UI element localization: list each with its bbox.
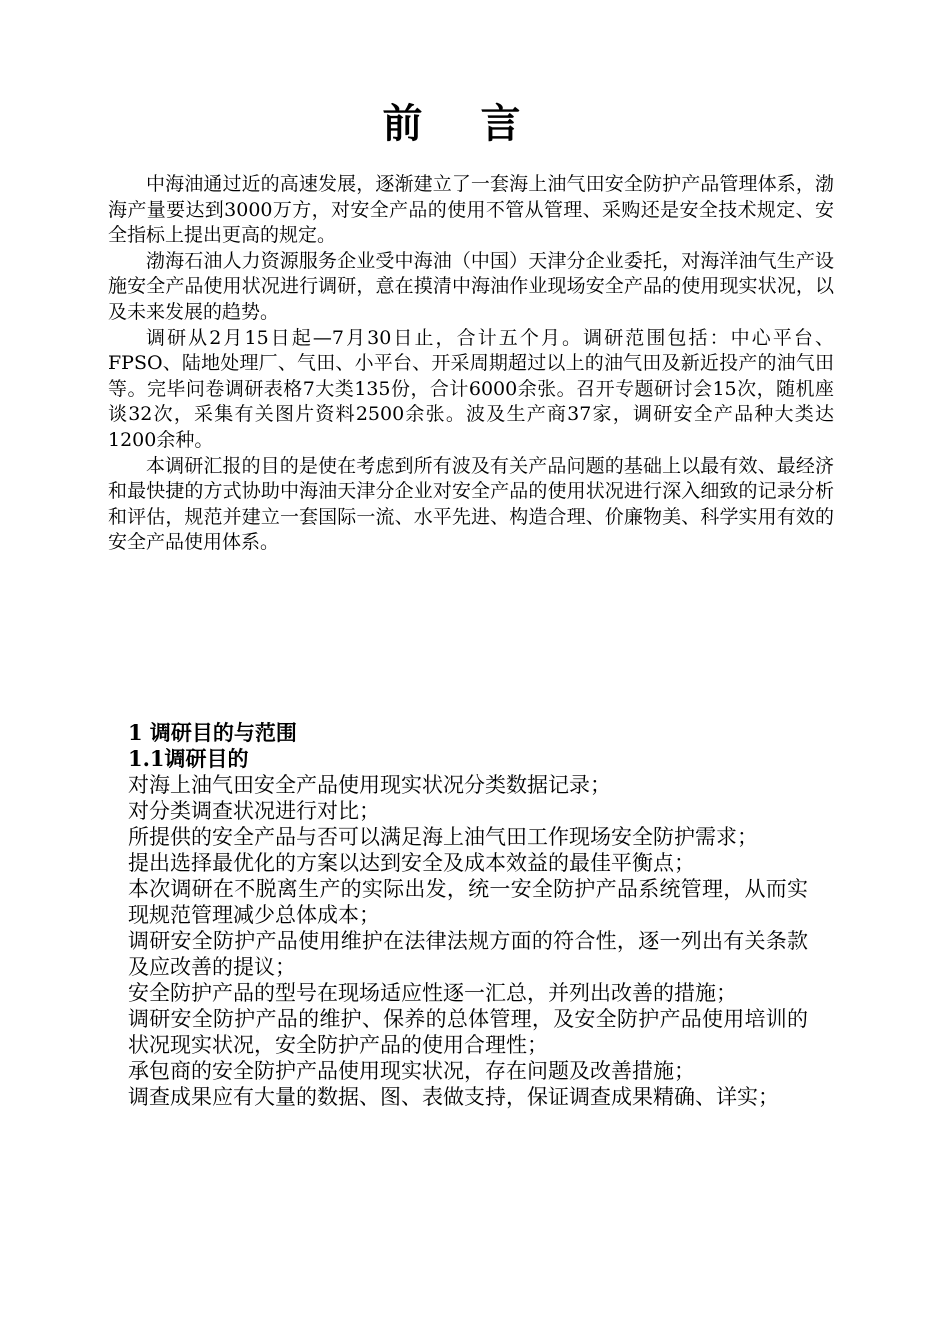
preface-body: [108, 172, 834, 556]
list-item: 承包商的安全防护产品使用现实状况，存在问题及改善措施；: [128, 1059, 695, 1083]
section-research-purpose: [128, 720, 808, 1110]
list-item: 提出选择最优化的方案以达到安全及成本效益的最佳平衡点；: [128, 851, 695, 875]
list-item: 调研安全防护产品的维护、保养的总体管理，及安全防护产品使用培训的状况现实状况，安全防护产品的使用合理性；: [128, 1007, 808, 1057]
section-heading: 1 调研目的与范围: [128, 720, 297, 745]
preface-paragraph: 渤海石油人力资源服务企业受中海油（中国）天津分企业委托，对海洋油气生产设施安全产品使用状况进行调研，意在摸清中海油作业现场安全产品的使用现实状况，以及未来发展的趋势。: [108, 249, 834, 323]
preface-paragraph: 本调研汇报的目的是使在考虑到所有波及有关产品问题的基础上以最有效、最经济和最快捷的方式协助中海油天津分企业对安全产品的使用状况进行深入细致的记录分析和评估，规范并建立一套国际一流、水平先进、构造合理、价廉物美、科学实用有效的安全产品使用体系。: [108, 454, 834, 554]
list-item: 对海上油气田安全产品使用现实状况分类数据记录；: [128, 773, 611, 797]
list-item: 调研安全防护产品使用维护在法律法规方面的符合性，逐一列出有关条款及应改善的提议；: [128, 929, 808, 979]
preface-paragraph: 调研从2月15日起—7月30日止，合计五个月。调研范围包括：中心平台、FPSO、陆地处理厂、气田、小平台、开采周期超过以上的油气田及新近投产的油气田等。完毕问卷调研表格7大类135份，合计6000余张。召开专题研讨会15次，随机座谈32次，采集有关图片资料2500余张。波及生产商37家，调研安全产品种大类达1200余种。: [108, 326, 834, 451]
purpose-list: [128, 772, 808, 1110]
subsection-heading: 1.1调研目的: [128, 746, 249, 771]
list-item: 对分类调查状况进行对比；: [128, 799, 380, 823]
page-title: 前 言: [382, 100, 543, 147]
preface-paragraph: 中海油通过近的高速发展，逐渐建立了一套海上油气田安全防护产品管理体系，渤海产量要达到3000万方，对安全产品的使用不管从管理、采购还是安全技术规定、安全指标上提出更高的规定。: [108, 173, 834, 247]
list-item: 所提供的安全产品与否可以满足海上油气田工作现场安全防护需求；: [128, 825, 758, 849]
list-item: 调查成果应有大量的数据、图、表做支持，保证调查成果精确、详实；: [128, 1085, 779, 1109]
list-item: 本次调研在不脱离生产的实际出发，统一安全防护产品系统管理，从而实现规范管理减少总体成本；: [128, 877, 808, 927]
list-item: 安全防护产品的型号在现场适应性逐一汇总，并列出改善的措施；: [128, 981, 737, 1005]
